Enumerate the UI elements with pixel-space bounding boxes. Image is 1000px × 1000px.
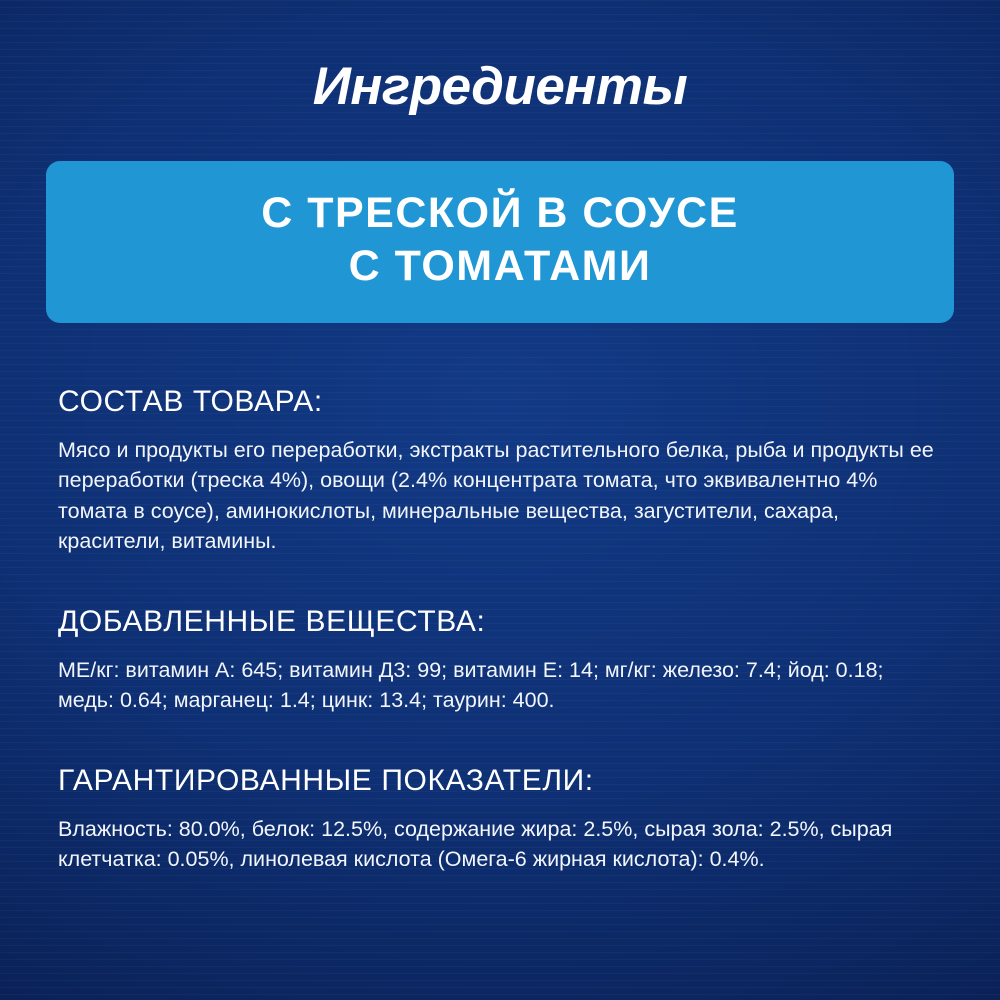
section-additives	[58, 605, 942, 716]
product-variant-line-2: С ТОМАТАМИ	[348, 241, 652, 290]
product-variant-banner	[46, 161, 954, 323]
section-composition	[58, 385, 942, 557]
page-title: Ингредиенты	[312, 57, 688, 116]
section-spacer	[58, 561, 942, 583]
section-guaranteed-analysis-heading: ГАРАНТИРОВАННЫЕ ПОКАЗАТЕЛИ:	[58, 763, 594, 797]
section-additives-body: МЕ/кг: витамин А: 645; витамин Д3: 99; витамин Е: 14; мг/кг: железо: 7.4; йод: 0.18; медь: 0.64; марганец: 1.4; цинк: 13.4; таурин: 400.	[58, 657, 884, 713]
product-variant-line-1: С ТРЕСКОЙ В СОУСЕ	[261, 189, 739, 237]
section-guaranteed-analysis-body: Влажность: 80.0%, белок: 12.5%, содержание жира: 2.5%, сырая зола: 2.5%, сырая клетчатка: 0.05%, линолевая кислота (Омега-6 жирная кислота): 0.4%.	[58, 816, 893, 872]
content-area	[0, 323, 1000, 875]
section-composition-body: Мясо и продукты его переработки, экстракты растительного белка, рыба и продукты ее переработки (треска 4%), овощи (2.4% концентрата томата, что эквивалентно 4% томата в соусе), аминокислоты, минеральные вещества, загустители, сахара, красители, витамины.	[58, 437, 934, 554]
section-spacer	[58, 720, 942, 742]
section-guaranteed-analysis	[58, 764, 942, 875]
section-additives-heading: ДОБАВЛЕННЫЕ ВЕЩЕСТВА:	[58, 604, 486, 638]
section-composition-heading: СОСТАВ ТОВАРА:	[58, 384, 323, 418]
